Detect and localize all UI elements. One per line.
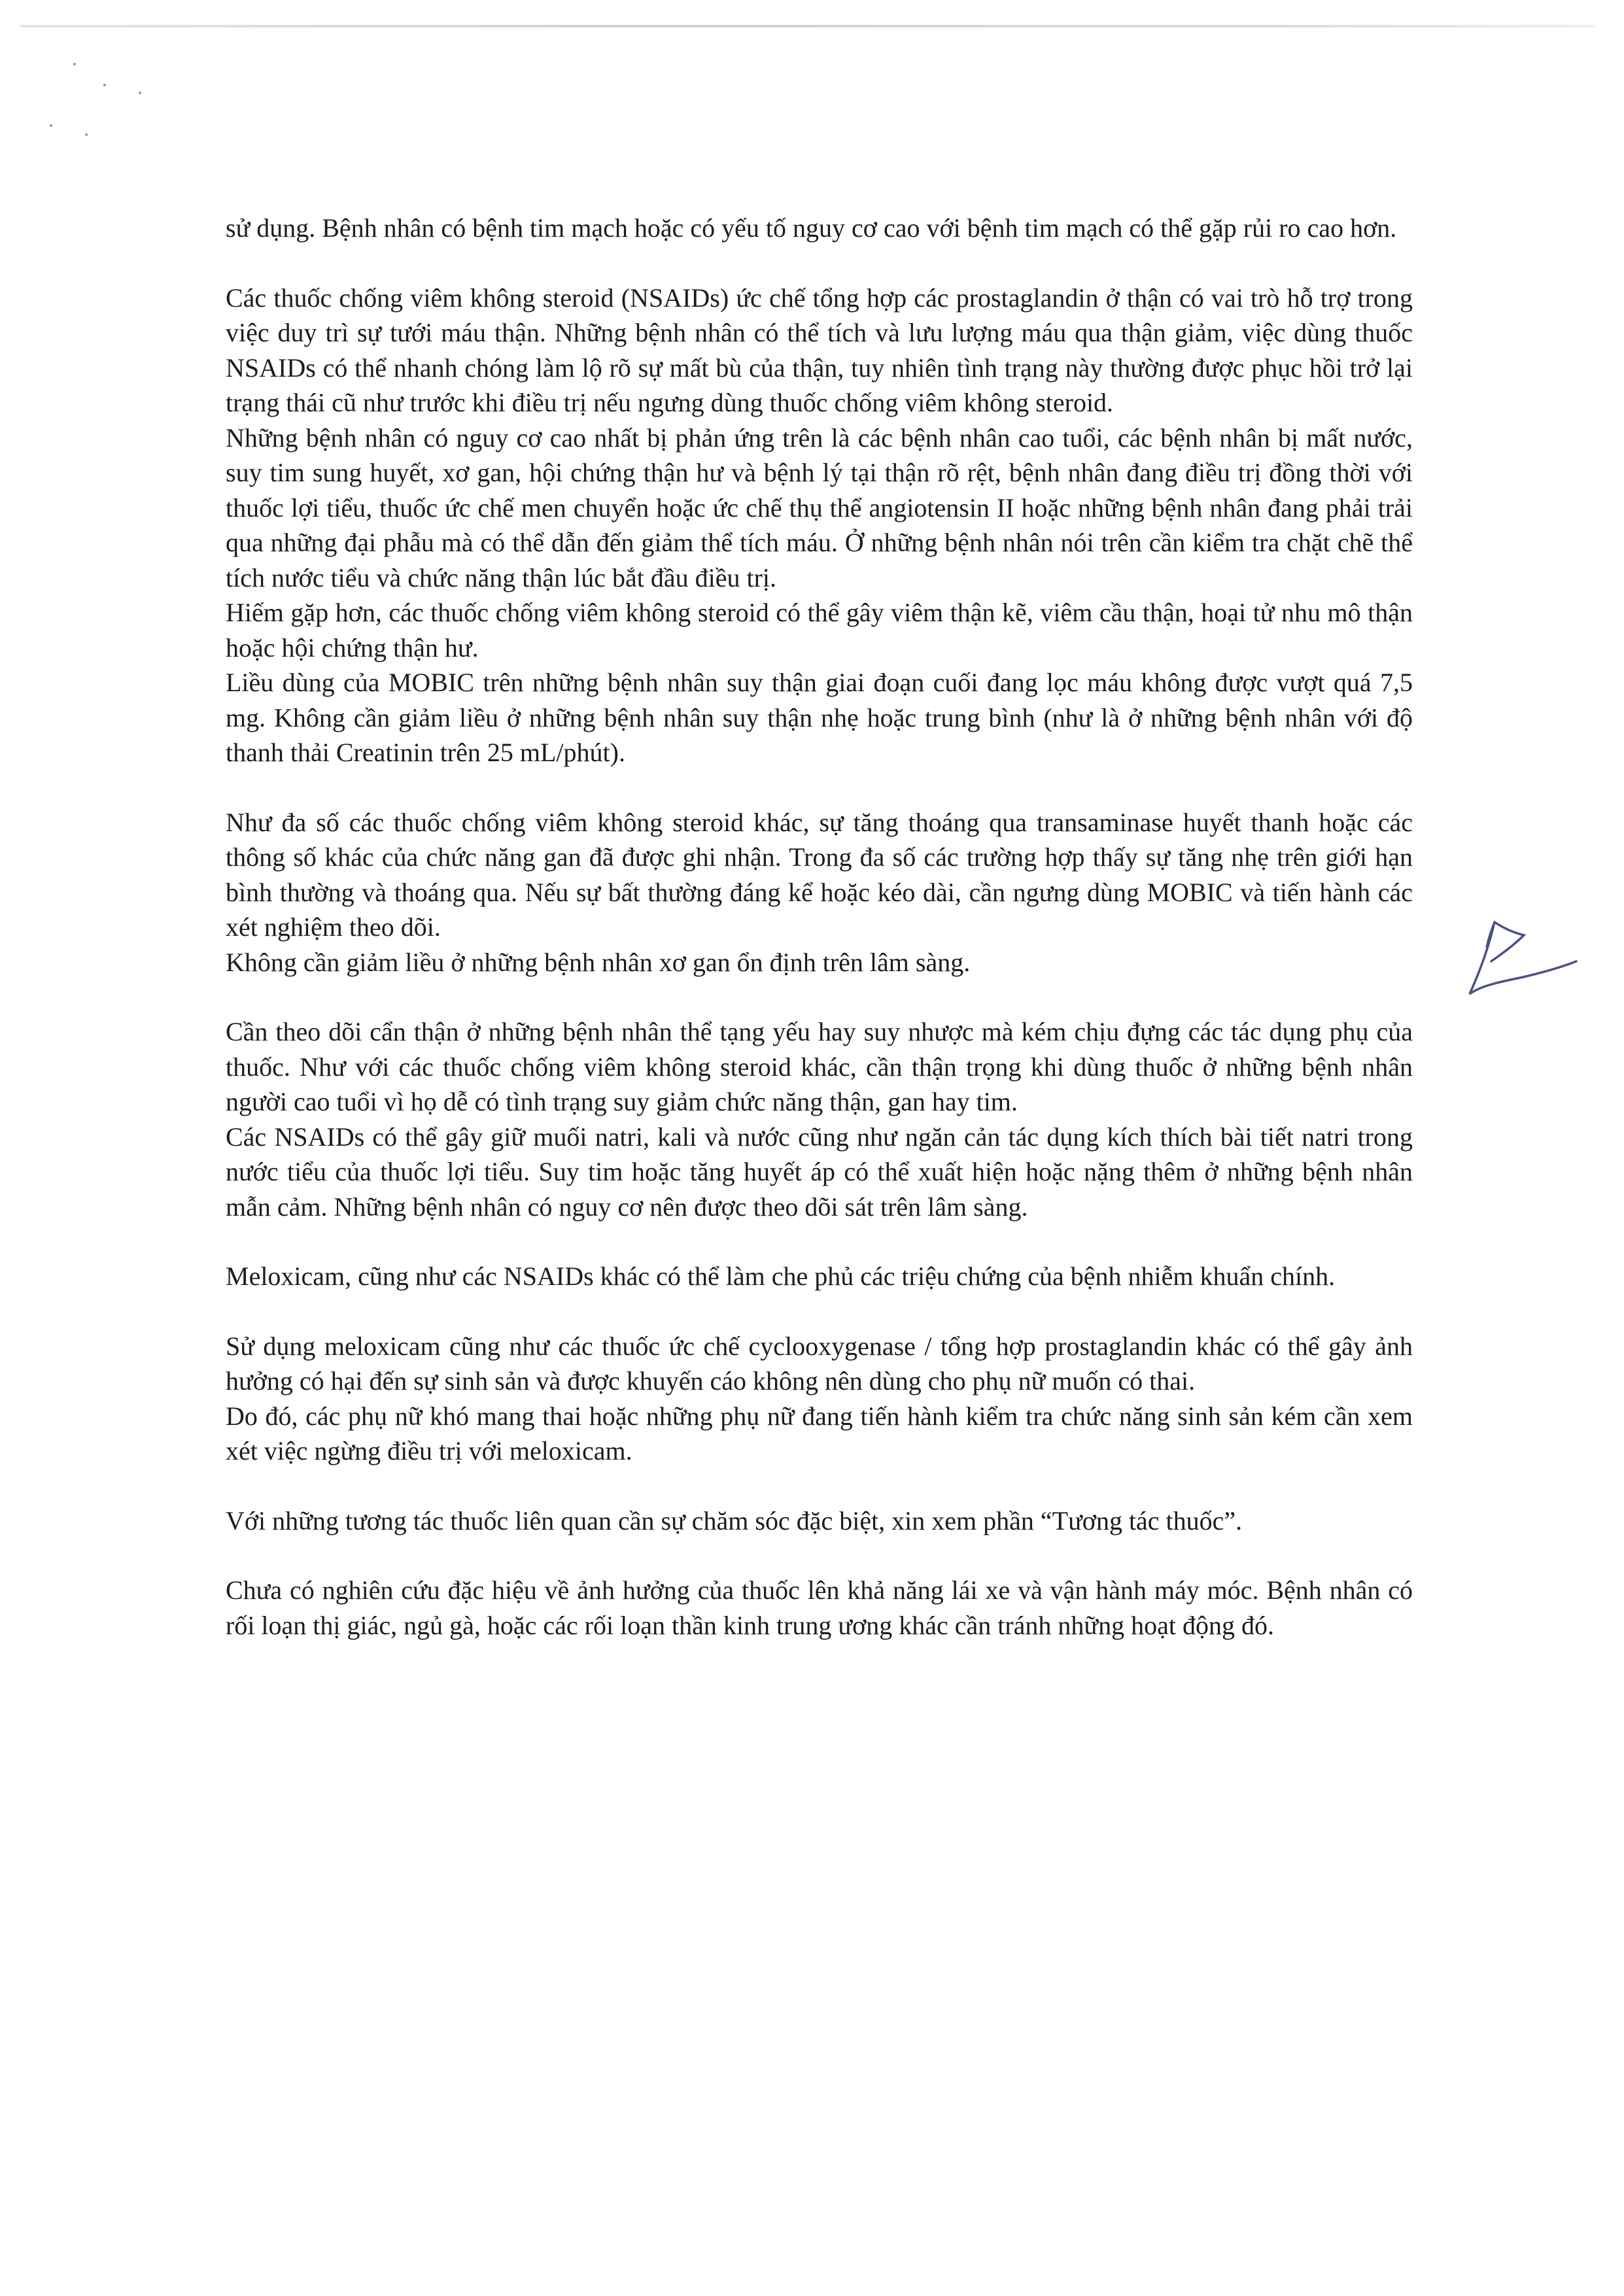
paragraph-cirrhosis: Không cần giảm liều ở những bệnh nhân xơ gan ổn định trên lâm sàng. [226, 947, 971, 977]
paragraph-masking-infection: Meloxicam, cũng như các NSAIDs khác có thể làm che phủ các triệu chứng của bệnh nhiễm khuẩn chính. [226, 1261, 1336, 1291]
scan-speck [85, 133, 88, 136]
scan-speck [73, 63, 76, 65]
scan-speck [139, 92, 141, 94]
paragraph-weak-elderly: Cần theo dõi cẩn thận ở những bệnh nhân thể tạng yếu hay suy nhược mà kém chịu đựng các tác dụng phụ của thuốc. Như với các thuốc chống viêm không steroid khác, cần thận trọng khi dùng thuốc ở những bệnh nhân người cao tuổi vì họ dễ có tình trạng suy giảm chức năng thận, gan hay tim. [226, 1017, 1413, 1116]
scan-top-edge [20, 25, 1596, 27]
document-body [226, 211, 1413, 1643]
paragraph-fertility-advice: Do đó, các phụ nữ khó mang thai hoặc những phụ nữ đang tiến hành kiểm tra chức năng sinh sản kém cần xem xét việc ngừng điều trị với meloxicam. [226, 1401, 1413, 1465]
paragraph-sodium-retention: Các NSAIDs có thể gây giữ muối natri, kali và nước cũng như ngăn cản tác dụng kích thích bài tiết natri trong nước tiểu của thuốc lợi tiểu. Suy tim hoặc tăng huyết áp có thể xuất hiện hoặc nặng thêm ở những bệnh nhân mẫn cảm. Những bệnh nhân có nguy cơ nên được theo dõi sát trên lâm sàng. [226, 1122, 1413, 1222]
paragraph-driving: Chưa có nghiên cứu đặc hiệu về ảnh hưởng của thuốc lên khả năng lái xe và vận hành máy móc. Bệnh nhân có rối loạn thị giác, ngủ gà, hoặc các rối loạn thần kinh trung ương khác cần tránh những hoạt động đó. [226, 1575, 1413, 1640]
paragraph-cardiovascular-risk: sử dụng. Bệnh nhân có bệnh tim mạch hoặc có yếu tố nguy cơ cao với bệnh tim mạch có thể gặp rủi ro cao hơn. [226, 213, 1397, 243]
paragraph-high-risk-patients: Những bệnh nhân có nguy cơ cao nhất bị phản ứng trên là các bệnh nhân cao tuổi, các bệnh nhân bị mất nước, suy tim sung huyết, xơ gan, hội chứng thận hư và bệnh lý tại thận rõ rệt, bệnh nhân đang điều trị đồng thời với thuốc lợi tiểu, thuốc ức chế men chuyển hoặc ức chế thụ thể angiotensin II hoặc những bệnh nhân đang phải trải qua những đại phẫu mà có thể dẫn đến giảm thể tích máu. Ở những bệnh nhân nói trên cần kiểm tra chặt chẽ thể tích nước tiểu và chức năng thận lúc bắt đầu điều trị. [226, 422, 1413, 592]
paragraph-liver-transaminase: Như đa số các thuốc chống viêm không steroid khác, sự tăng thoáng qua transaminase huyết thanh hoặc các thông số khác của chức năng gan đã được ghi nhận. Trong đa số các trường hợp thấy sự tăng nhẹ trên giới hạn bình thường và thoáng qua. Nếu sự bất thường đáng kể hoặc kéo dài, cần ngưng dùng MOBIC và tiến hành các xét nghiệm theo dõi. [226, 807, 1413, 942]
paragraph-interactions: Với những tương tác thuốc liên quan cần sự chăm sóc đặc biệt, xin xem phần “Tương tác thuốc”. [226, 1505, 1243, 1535]
paragraph-fertility: Sử dụng meloxicam cũng như các thuốc ức chế cyclooxygenase / tổng hợp prostaglandin khác có thể gây ảnh hưởng có hại đến sự sinh sản và được khuyến cáo không nên dùng cho phụ nữ muốn có thai. [226, 1331, 1413, 1396]
scan-speck [103, 84, 106, 86]
scan-speck [50, 124, 52, 127]
paragraph-rare-nephritis: Hiếm gặp hơn, các thuốc chống viêm không steroid có thể gây viêm thận kẽ, viêm cầu thận, hoại tử nhu mô thận hoặc hội chứng thận hư. [226, 598, 1413, 662]
handwritten-initial-signature [1462, 909, 1580, 1007]
paragraph-renal-prostaglandin: Các thuốc chống viêm không steroid (NSAIDs) ức chế tổng hợp các prostaglandin ở thận có vai trò hỗ trợ trong việc duy trì sự tưới máu thận. Những bệnh nhân có thể tích và lưu lượng máu qua thận giảm, việc dùng thuốc NSAIDs có thể nhanh chóng làm lộ rõ sự mất bù của thận, tuy nhiên tình trạng này thường được phục hồi trở lại trạng thái cũ như trước khi điều trị nếu ngưng dùng thuốc chống viêm không steroid. [226, 283, 1413, 417]
paragraph-dialysis-dose: Liều dùng của MOBIC trên những bệnh nhân suy thận giai đoạn cuối đang lọc máu không được vượt quá 7,5 mg. Không cần giảm liều ở những bệnh nhân suy thận nhẹ hoặc trung bình (như là ở những bệnh nhân với độ thanh thải Creatinin trên 25 mL/phút). [226, 668, 1413, 767]
